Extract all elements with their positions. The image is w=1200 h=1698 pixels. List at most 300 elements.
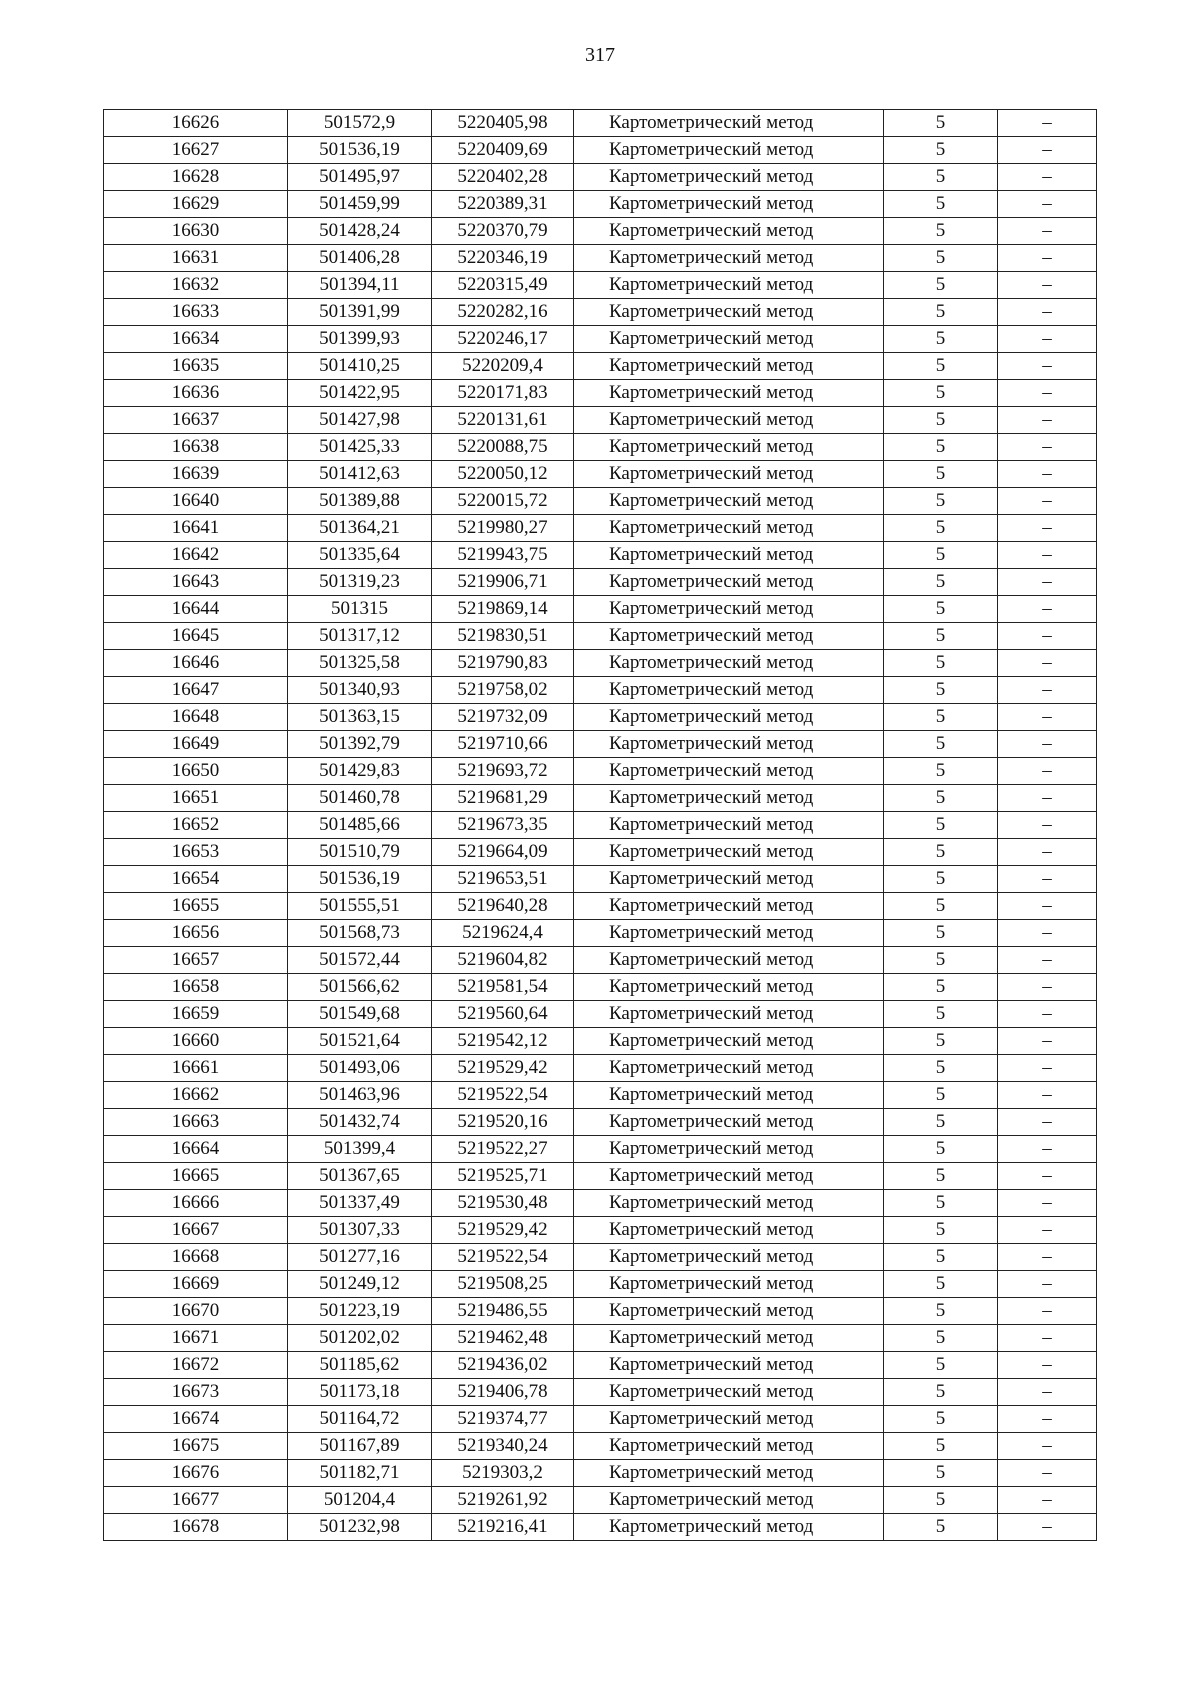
method-cell: Картометрический метод — [574, 1298, 884, 1325]
note-cell: – — [998, 1352, 1097, 1379]
y-coordinate-cell: 5219529,42 — [432, 1055, 574, 1082]
point-number-cell: 16636 — [104, 380, 288, 407]
method-cell: Картометрический метод — [574, 245, 884, 272]
table-row — [104, 650, 1097, 677]
note-cell: – — [998, 218, 1097, 245]
table-body — [104, 110, 1097, 1541]
table-row — [104, 1109, 1097, 1136]
point-number-cell: 16672 — [104, 1352, 288, 1379]
table-row — [104, 1379, 1097, 1406]
note-cell: – — [998, 272, 1097, 299]
method-cell: Картометрический метод — [574, 272, 884, 299]
method-cell: Картометрический метод — [574, 1433, 884, 1460]
note-cell: – — [998, 1487, 1097, 1514]
note-cell: – — [998, 893, 1097, 920]
note-cell: – — [998, 1325, 1097, 1352]
point-number-cell: 16626 — [104, 110, 288, 137]
method-cell: Картометрический метод — [574, 623, 884, 650]
method-cell: Картометрический метод — [574, 1352, 884, 1379]
y-coordinate-cell: 5219560,64 — [432, 1001, 574, 1028]
accuracy-cell: 5 — [884, 974, 998, 1001]
table-row — [104, 1190, 1097, 1217]
x-coordinate-cell: 501335,64 — [288, 542, 432, 569]
table-row — [104, 758, 1097, 785]
method-cell: Картометрический метод — [574, 1460, 884, 1487]
y-coordinate-cell: 5220402,28 — [432, 164, 574, 191]
x-coordinate-cell: 501315 — [288, 596, 432, 623]
point-number-cell: 16668 — [104, 1244, 288, 1271]
accuracy-cell: 5 — [884, 1379, 998, 1406]
accuracy-cell: 5 — [884, 1055, 998, 1082]
y-coordinate-cell: 5220370,79 — [432, 218, 574, 245]
accuracy-cell: 5 — [884, 623, 998, 650]
x-coordinate-cell: 501164,72 — [288, 1406, 432, 1433]
y-coordinate-cell: 5219303,2 — [432, 1460, 574, 1487]
accuracy-cell: 5 — [884, 1460, 998, 1487]
x-coordinate-cell: 501425,33 — [288, 434, 432, 461]
note-cell: – — [998, 353, 1097, 380]
y-coordinate-cell: 5220015,72 — [432, 488, 574, 515]
y-coordinate-cell: 5220209,4 — [432, 353, 574, 380]
accuracy-cell: 5 — [884, 920, 998, 947]
table-row — [104, 110, 1097, 137]
accuracy-cell: 5 — [884, 245, 998, 272]
table-row — [104, 1325, 1097, 1352]
accuracy-cell: 5 — [884, 1271, 998, 1298]
table-row — [104, 515, 1097, 542]
point-number-cell: 16678 — [104, 1514, 288, 1541]
note-cell: – — [998, 1028, 1097, 1055]
table-row — [104, 1352, 1097, 1379]
y-coordinate-cell: 5220389,31 — [432, 191, 574, 218]
y-coordinate-cell: 5219906,71 — [432, 569, 574, 596]
point-number-cell: 16665 — [104, 1163, 288, 1190]
y-coordinate-cell: 5219653,51 — [432, 866, 574, 893]
table-row — [104, 488, 1097, 515]
table-row — [104, 1514, 1097, 1541]
x-coordinate-cell: 501317,12 — [288, 623, 432, 650]
note-cell: – — [998, 839, 1097, 866]
method-cell: Картометрический метод — [574, 596, 884, 623]
note-cell: – — [998, 812, 1097, 839]
x-coordinate-cell: 501422,95 — [288, 380, 432, 407]
note-cell: – — [998, 596, 1097, 623]
x-coordinate-cell: 501363,15 — [288, 704, 432, 731]
accuracy-cell: 5 — [884, 164, 998, 191]
point-number-cell: 16627 — [104, 137, 288, 164]
y-coordinate-cell: 5219732,09 — [432, 704, 574, 731]
x-coordinate-cell: 501173,18 — [288, 1379, 432, 1406]
y-coordinate-cell: 5219830,51 — [432, 623, 574, 650]
point-number-cell: 16670 — [104, 1298, 288, 1325]
point-number-cell: 16632 — [104, 272, 288, 299]
x-coordinate-cell: 501485,66 — [288, 812, 432, 839]
point-number-cell: 16637 — [104, 407, 288, 434]
point-number-cell: 16674 — [104, 1406, 288, 1433]
x-coordinate-cell: 501399,4 — [288, 1136, 432, 1163]
note-cell: – — [998, 434, 1097, 461]
accuracy-cell: 5 — [884, 542, 998, 569]
table-row — [104, 1271, 1097, 1298]
accuracy-cell: 5 — [884, 191, 998, 218]
method-cell: Картометрический метод — [574, 1244, 884, 1271]
table-row — [104, 623, 1097, 650]
note-cell: – — [998, 380, 1097, 407]
method-cell: Картометрический метод — [574, 677, 884, 704]
note-cell: – — [998, 461, 1097, 488]
point-number-cell: 16633 — [104, 299, 288, 326]
accuracy-cell: 5 — [884, 353, 998, 380]
y-coordinate-cell: 5220050,12 — [432, 461, 574, 488]
y-coordinate-cell: 5219462,48 — [432, 1325, 574, 1352]
y-coordinate-cell: 5219374,77 — [432, 1406, 574, 1433]
note-cell: – — [998, 1271, 1097, 1298]
y-coordinate-cell: 5219525,71 — [432, 1163, 574, 1190]
point-number-cell: 16644 — [104, 596, 288, 623]
table-row — [104, 839, 1097, 866]
y-coordinate-cell: 5219340,24 — [432, 1433, 574, 1460]
method-cell: Картометрический метод — [574, 893, 884, 920]
method-cell: Картометрический метод — [574, 299, 884, 326]
point-number-cell: 16659 — [104, 1001, 288, 1028]
note-cell: – — [998, 137, 1097, 164]
method-cell: Картометрический метод — [574, 1379, 884, 1406]
point-number-cell: 16663 — [104, 1109, 288, 1136]
method-cell: Картометрический метод — [574, 137, 884, 164]
accuracy-cell: 5 — [884, 677, 998, 704]
method-cell: Картометрический метод — [574, 920, 884, 947]
table-row — [104, 812, 1097, 839]
x-coordinate-cell: 501392,79 — [288, 731, 432, 758]
x-coordinate-cell: 501427,98 — [288, 407, 432, 434]
note-cell: – — [998, 866, 1097, 893]
y-coordinate-cell: 5219530,48 — [432, 1190, 574, 1217]
accuracy-cell: 5 — [884, 1352, 998, 1379]
note-cell: – — [998, 1136, 1097, 1163]
method-cell: Картометрический метод — [574, 1217, 884, 1244]
table-row — [104, 1433, 1097, 1460]
point-number-cell: 16671 — [104, 1325, 288, 1352]
y-coordinate-cell: 5220282,16 — [432, 299, 574, 326]
note-cell: – — [998, 947, 1097, 974]
y-coordinate-cell: 5219758,02 — [432, 677, 574, 704]
note-cell: – — [998, 542, 1097, 569]
method-cell: Картометрический метод — [574, 515, 884, 542]
y-coordinate-cell: 5220171,83 — [432, 380, 574, 407]
table-row — [104, 974, 1097, 1001]
point-number-cell: 16673 — [104, 1379, 288, 1406]
accuracy-cell: 5 — [884, 488, 998, 515]
point-number-cell: 16640 — [104, 488, 288, 515]
point-number-cell: 16666 — [104, 1190, 288, 1217]
y-coordinate-cell: 5219520,16 — [432, 1109, 574, 1136]
accuracy-cell: 5 — [884, 785, 998, 812]
y-coordinate-cell: 5219710,66 — [432, 731, 574, 758]
y-coordinate-cell: 5219522,54 — [432, 1244, 574, 1271]
accuracy-cell: 5 — [884, 866, 998, 893]
table-row — [104, 704, 1097, 731]
x-coordinate-cell: 501549,68 — [288, 1001, 432, 1028]
note-cell: – — [998, 1244, 1097, 1271]
note-cell: – — [998, 1406, 1097, 1433]
method-cell: Картометрический метод — [574, 164, 884, 191]
note-cell: – — [998, 191, 1097, 218]
point-number-cell: 16635 — [104, 353, 288, 380]
accuracy-cell: 5 — [884, 272, 998, 299]
y-coordinate-cell: 5220315,49 — [432, 272, 574, 299]
note-cell: – — [998, 1217, 1097, 1244]
x-coordinate-cell: 501432,74 — [288, 1109, 432, 1136]
y-coordinate-cell: 5219216,41 — [432, 1514, 574, 1541]
table-row — [104, 461, 1097, 488]
x-coordinate-cell: 501428,24 — [288, 218, 432, 245]
y-coordinate-cell: 5219406,78 — [432, 1379, 574, 1406]
method-cell: Картометрический метод — [574, 1136, 884, 1163]
y-coordinate-cell: 5219640,28 — [432, 893, 574, 920]
method-cell: Картометрический метод — [574, 1325, 884, 1352]
x-coordinate-cell: 501391,99 — [288, 299, 432, 326]
accuracy-cell: 5 — [884, 1298, 998, 1325]
method-cell: Картометрический метод — [574, 812, 884, 839]
accuracy-cell: 5 — [884, 839, 998, 866]
accuracy-cell: 5 — [884, 1244, 998, 1271]
point-number-cell: 16664 — [104, 1136, 288, 1163]
y-coordinate-cell: 5219604,82 — [432, 947, 574, 974]
accuracy-cell: 5 — [884, 407, 998, 434]
page-number: 317 — [585, 44, 615, 66]
coordinates-table — [103, 109, 1097, 1541]
x-coordinate-cell: 501568,73 — [288, 920, 432, 947]
method-cell: Картометрический метод — [574, 839, 884, 866]
point-number-cell: 16629 — [104, 191, 288, 218]
note-cell: – — [998, 1109, 1097, 1136]
point-number-cell: 16649 — [104, 731, 288, 758]
table-row — [104, 677, 1097, 704]
y-coordinate-cell: 5219486,55 — [432, 1298, 574, 1325]
x-coordinate-cell: 501410,25 — [288, 353, 432, 380]
note-cell: – — [998, 569, 1097, 596]
point-number-cell: 16667 — [104, 1217, 288, 1244]
table-row — [104, 218, 1097, 245]
point-number-cell: 16660 — [104, 1028, 288, 1055]
table-row — [104, 947, 1097, 974]
y-coordinate-cell: 5219436,02 — [432, 1352, 574, 1379]
note-cell: – — [998, 731, 1097, 758]
note-cell: – — [998, 920, 1097, 947]
method-cell: Картометрический метод — [574, 542, 884, 569]
y-coordinate-cell: 5219522,54 — [432, 1082, 574, 1109]
table-row — [104, 1217, 1097, 1244]
accuracy-cell: 5 — [884, 1028, 998, 1055]
x-coordinate-cell: 501277,16 — [288, 1244, 432, 1271]
x-coordinate-cell: 501223,19 — [288, 1298, 432, 1325]
method-cell: Картометрический метод — [574, 110, 884, 137]
x-coordinate-cell: 501572,44 — [288, 947, 432, 974]
table-row — [104, 893, 1097, 920]
point-number-cell: 16662 — [104, 1082, 288, 1109]
accuracy-cell: 5 — [884, 1136, 998, 1163]
x-coordinate-cell: 501510,79 — [288, 839, 432, 866]
table-row — [104, 191, 1097, 218]
x-coordinate-cell: 501459,99 — [288, 191, 432, 218]
accuracy-cell: 5 — [884, 1433, 998, 1460]
x-coordinate-cell: 501463,96 — [288, 1082, 432, 1109]
x-coordinate-cell: 501536,19 — [288, 866, 432, 893]
x-coordinate-cell: 501566,62 — [288, 974, 432, 1001]
x-coordinate-cell: 501249,12 — [288, 1271, 432, 1298]
note-cell: – — [998, 1055, 1097, 1082]
note-cell: – — [998, 1082, 1097, 1109]
table-row — [104, 164, 1097, 191]
table-row — [104, 1001, 1097, 1028]
note-cell: – — [998, 245, 1097, 272]
method-cell: Картометрический метод — [574, 1163, 884, 1190]
method-cell: Картометрический метод — [574, 434, 884, 461]
table-row — [104, 569, 1097, 596]
point-number-cell: 16628 — [104, 164, 288, 191]
table-row — [104, 272, 1097, 299]
accuracy-cell: 5 — [884, 1514, 998, 1541]
x-coordinate-cell: 501399,93 — [288, 326, 432, 353]
x-coordinate-cell: 501572,9 — [288, 110, 432, 137]
accuracy-cell: 5 — [884, 947, 998, 974]
method-cell: Картометрический метод — [574, 758, 884, 785]
accuracy-cell: 5 — [884, 1325, 998, 1352]
note-cell: – — [998, 1001, 1097, 1028]
table-row — [104, 407, 1097, 434]
method-cell: Картометрический метод — [574, 650, 884, 677]
x-coordinate-cell: 501555,51 — [288, 893, 432, 920]
y-coordinate-cell: 5220131,61 — [432, 407, 574, 434]
accuracy-cell: 5 — [884, 299, 998, 326]
method-cell: Картометрический метод — [574, 947, 884, 974]
point-number-cell: 16645 — [104, 623, 288, 650]
y-coordinate-cell: 5220088,75 — [432, 434, 574, 461]
table-row — [104, 1028, 1097, 1055]
point-number-cell: 16647 — [104, 677, 288, 704]
point-number-cell: 16669 — [104, 1271, 288, 1298]
point-number-cell: 16661 — [104, 1055, 288, 1082]
point-number-cell: 16643 — [104, 569, 288, 596]
note-cell: – — [998, 677, 1097, 704]
table-row — [104, 1244, 1097, 1271]
y-coordinate-cell: 5219508,25 — [432, 1271, 574, 1298]
x-coordinate-cell: 501493,06 — [288, 1055, 432, 1082]
table-row — [104, 137, 1097, 164]
method-cell: Картометрический метод — [574, 704, 884, 731]
accuracy-cell: 5 — [884, 1217, 998, 1244]
point-number-cell: 16676 — [104, 1460, 288, 1487]
accuracy-cell: 5 — [884, 110, 998, 137]
note-cell: – — [998, 974, 1097, 1001]
method-cell: Картометрический метод — [574, 191, 884, 218]
note-cell: – — [998, 623, 1097, 650]
table-row — [104, 1406, 1097, 1433]
point-number-cell: 16638 — [104, 434, 288, 461]
table-row — [104, 920, 1097, 947]
method-cell: Картометрический метод — [574, 785, 884, 812]
accuracy-cell: 5 — [884, 380, 998, 407]
method-cell: Картометрический метод — [574, 731, 884, 758]
method-cell: Картометрический метод — [574, 218, 884, 245]
table-row — [104, 1298, 1097, 1325]
note-cell: – — [998, 515, 1097, 542]
note-cell: – — [998, 1433, 1097, 1460]
y-coordinate-cell: 5219664,09 — [432, 839, 574, 866]
point-number-cell: 16653 — [104, 839, 288, 866]
accuracy-cell: 5 — [884, 731, 998, 758]
accuracy-cell: 5 — [884, 515, 998, 542]
method-cell: Картометрический метод — [574, 1406, 884, 1433]
accuracy-cell: 5 — [884, 569, 998, 596]
method-cell: Картометрический метод — [574, 407, 884, 434]
table-row — [104, 380, 1097, 407]
y-coordinate-cell: 5220405,98 — [432, 110, 574, 137]
note-cell: – — [998, 1460, 1097, 1487]
accuracy-cell: 5 — [884, 137, 998, 164]
accuracy-cell: 5 — [884, 758, 998, 785]
note-cell: – — [998, 407, 1097, 434]
point-number-cell: 16642 — [104, 542, 288, 569]
point-number-cell: 16641 — [104, 515, 288, 542]
table-row — [104, 866, 1097, 893]
y-coordinate-cell: 5219869,14 — [432, 596, 574, 623]
y-coordinate-cell: 5220409,69 — [432, 137, 574, 164]
note-cell: – — [998, 785, 1097, 812]
table-row — [104, 434, 1097, 461]
note-cell: – — [998, 704, 1097, 731]
x-coordinate-cell: 501394,11 — [288, 272, 432, 299]
y-coordinate-cell: 5219673,35 — [432, 812, 574, 839]
x-coordinate-cell: 501406,28 — [288, 245, 432, 272]
method-cell: Картометрический метод — [574, 1190, 884, 1217]
table-row — [104, 1136, 1097, 1163]
point-number-cell: 16677 — [104, 1487, 288, 1514]
method-cell: Картометрический метод — [574, 1271, 884, 1298]
accuracy-cell: 5 — [884, 218, 998, 245]
method-cell: Картометрический метод — [574, 1487, 884, 1514]
method-cell: Картометрический метод — [574, 569, 884, 596]
y-coordinate-cell: 5220246,17 — [432, 326, 574, 353]
table-row — [104, 1082, 1097, 1109]
point-number-cell: 16655 — [104, 893, 288, 920]
point-number-cell: 16634 — [104, 326, 288, 353]
accuracy-cell: 5 — [884, 650, 998, 677]
note-cell: – — [998, 1514, 1097, 1541]
method-cell: Картометрический метод — [574, 488, 884, 515]
x-coordinate-cell: 501367,65 — [288, 1163, 432, 1190]
x-coordinate-cell: 501460,78 — [288, 785, 432, 812]
x-coordinate-cell: 501521,64 — [288, 1028, 432, 1055]
note-cell: – — [998, 650, 1097, 677]
y-coordinate-cell: 5219693,72 — [432, 758, 574, 785]
x-coordinate-cell: 501182,71 — [288, 1460, 432, 1487]
table-row — [104, 326, 1097, 353]
note-cell: – — [998, 1163, 1097, 1190]
note-cell: – — [998, 1298, 1097, 1325]
table-row — [104, 785, 1097, 812]
y-coordinate-cell: 5219790,83 — [432, 650, 574, 677]
table-row — [104, 299, 1097, 326]
accuracy-cell: 5 — [884, 1109, 998, 1136]
accuracy-cell: 5 — [884, 893, 998, 920]
method-cell: Картометрический метод — [574, 326, 884, 353]
table-row — [104, 1460, 1097, 1487]
x-coordinate-cell: 501319,23 — [288, 569, 432, 596]
x-coordinate-cell: 501204,4 — [288, 1487, 432, 1514]
method-cell: Картометрический метод — [574, 353, 884, 380]
accuracy-cell: 5 — [884, 704, 998, 731]
